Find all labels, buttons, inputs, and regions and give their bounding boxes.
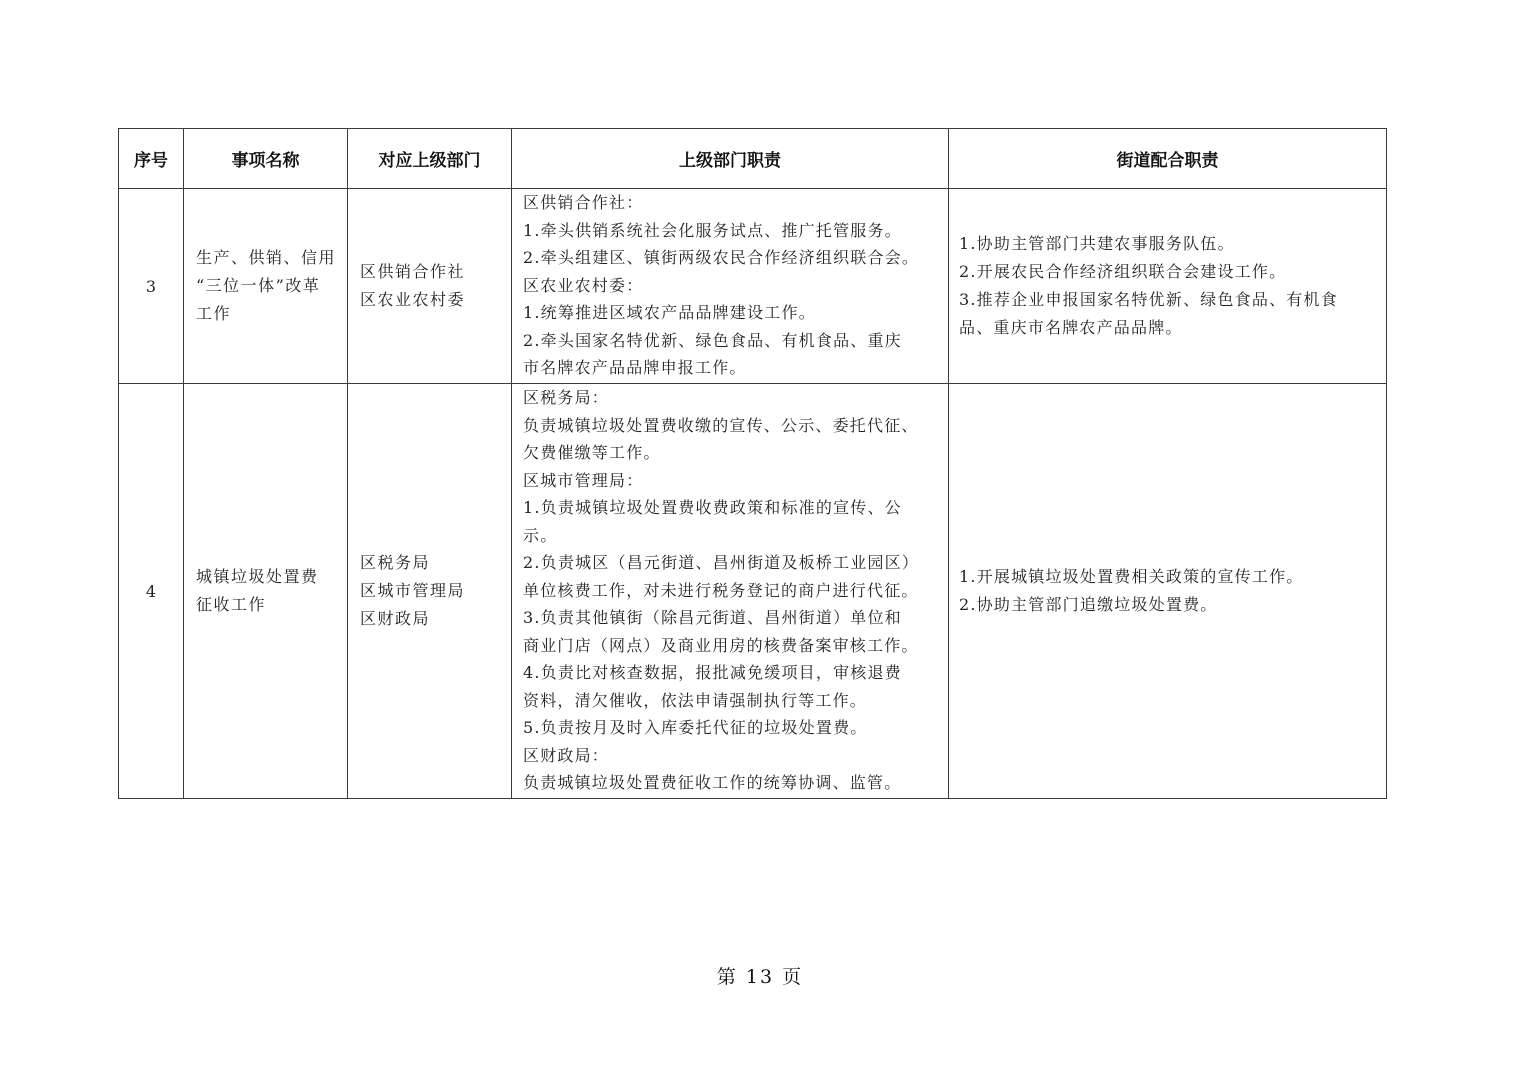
dept-line: 区财政局 bbox=[360, 609, 431, 628]
duty-line: 负责城镇垃圾处置费征收工作的统筹协调、监管。 bbox=[523, 773, 902, 792]
coop-line: 1.开展城镇垃圾处置费相关政策的宣传工作。 bbox=[959, 567, 1304, 586]
item-name-line: “三位一体”改革 bbox=[196, 276, 321, 295]
duty-line: 4.负责比对核查数据，报批减免缓项目，审核退费 bbox=[523, 663, 902, 682]
table-header-row bbox=[119, 129, 1387, 189]
duty-line: 区城市管理局： bbox=[523, 470, 644, 490]
row-superior-dept bbox=[348, 384, 512, 799]
duty-line: 负责城镇垃圾处置费收缴的宣传、公示、委托代征、 bbox=[523, 415, 919, 435]
duty-line: 2.牵头组建区、镇街两级农民合作经济组织联合会。 bbox=[523, 248, 920, 267]
item-name-line: 生产、供销、信用 bbox=[196, 248, 337, 267]
page-number: 第 13 页 bbox=[716, 966, 804, 988]
duty-line: 单位核费工作，对未进行税务登记的商户进行代征。 bbox=[523, 580, 919, 600]
duty-line: 2.负责城区（昌元街道、昌州街道及板桥工业园区） bbox=[523, 553, 920, 572]
table-row bbox=[119, 189, 1387, 384]
row-street-duty bbox=[949, 384, 1387, 799]
header-superior-duty: 上级部门职责 bbox=[512, 129, 949, 189]
duty-line: 2.牵头国家名特优新、绿色食品、有机食品、重庆 bbox=[523, 330, 902, 350]
header-street-duty: 街道配合职责 bbox=[949, 129, 1387, 189]
row-item-name bbox=[184, 384, 348, 799]
item-name-line: 城镇垃圾处置费 bbox=[196, 567, 319, 586]
duty-line: 1.负责城镇垃圾处置费收费政策和标准的宣传、公 bbox=[523, 498, 902, 517]
row-superior-dept bbox=[348, 189, 512, 384]
row-street-duty bbox=[949, 189, 1387, 384]
duty-line: 1.牵头供销系统社会化服务试点、推广托管服务。 bbox=[523, 220, 902, 240]
duty-line: 市名牌农产品品牌申报工作。 bbox=[523, 358, 747, 377]
duty-line: 欠费催缴等工作。 bbox=[523, 443, 661, 462]
row-superior-duty bbox=[512, 189, 949, 384]
coop-line: 2.协助主管部门追缴垃圾处置费。 bbox=[959, 595, 1218, 614]
duty-line: 3.负责其他镇街（除昌元街道、昌州街道）单位和 bbox=[523, 608, 902, 627]
header-item-name: 事项名称 bbox=[184, 129, 348, 189]
coop-line: 2.开展农民合作经济组织联合会建设工作。 bbox=[959, 262, 1287, 281]
row-item-name bbox=[184, 189, 348, 384]
duty-line: 商业门店（网点）及商业用房的核费备案审核工作。 bbox=[523, 635, 919, 655]
item-name-line: 工作 bbox=[196, 304, 232, 323]
duty-line: 5.负责按月及时入库委托代征的垃圾处置费。 bbox=[523, 718, 868, 737]
coop-line: 品、重庆市名牌农产品品牌。 bbox=[959, 318, 1183, 337]
dept-line: 区城市管理局 bbox=[360, 581, 466, 600]
duty-line: 区财政局： bbox=[523, 745, 610, 765]
item-name-line: 征收工作 bbox=[196, 595, 267, 614]
table-row bbox=[119, 384, 1387, 799]
coop-line: 1.协助主管部门共建农事服务队伍。 bbox=[959, 234, 1235, 253]
dept-line: 区供销合作社 bbox=[360, 262, 466, 281]
dept-line: 区税务局 bbox=[360, 553, 431, 572]
duty-table bbox=[118, 128, 1387, 799]
duty-line: 1.统筹推进区域农产品品牌建设工作。 bbox=[523, 303, 816, 322]
header-seq: 序号 bbox=[119, 129, 184, 189]
coop-line: 3.推荐企业申报国家名特优新、绿色食品、有机食 bbox=[959, 290, 1338, 309]
header-superior-dept: 对应上级部门 bbox=[348, 129, 512, 189]
duty-line: 区供销合作社： bbox=[523, 193, 644, 212]
row-seq: 3 bbox=[119, 189, 184, 384]
row-superior-duty bbox=[512, 384, 949, 799]
duty-line: 区农业农村委： bbox=[523, 275, 644, 295]
duty-line: 资料，清欠催收，依法申请强制执行等工作。 bbox=[523, 690, 868, 710]
row-seq: 4 bbox=[119, 384, 184, 799]
dept-line: 区农业农村委 bbox=[360, 290, 466, 309]
duty-line: 区税务局： bbox=[523, 388, 610, 407]
duty-line: 示。 bbox=[523, 525, 558, 545]
